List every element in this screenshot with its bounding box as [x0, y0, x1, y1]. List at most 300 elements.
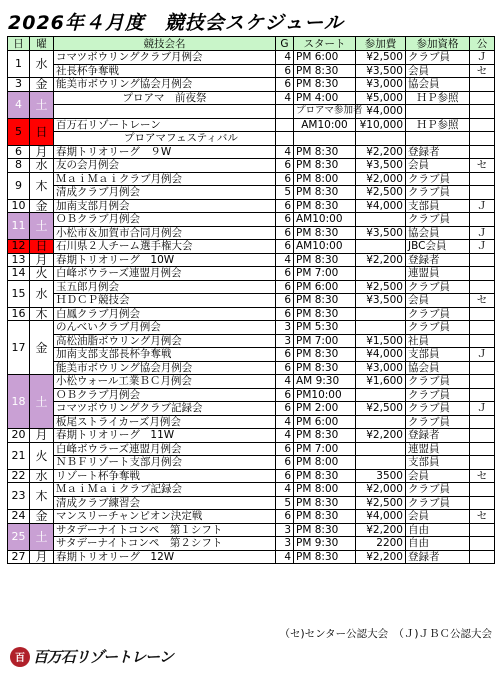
- table-row: [8, 105, 495, 119]
- weekday-cell: 水: [30, 280, 54, 307]
- pub-cell: [470, 429, 495, 443]
- day-cell: 15: [8, 280, 30, 307]
- event-name-cell: ＭａｉＭａｉクラブ記録会: [54, 483, 276, 497]
- event-name-cell: コマツボウリングクラブ月例会: [54, 51, 276, 65]
- fee-cell: [356, 388, 406, 402]
- table-row: [8, 496, 495, 510]
- fee-cell: ¥2,200: [356, 429, 406, 443]
- event-name-cell: 白峰ボウラーズ連盟月例会: [54, 442, 276, 456]
- fee-cell: [356, 267, 406, 281]
- footer-note: （セ)センター公認大会 （Ｊ)ＪＢＣ公認大会: [279, 628, 492, 640]
- start-cell: AM10:00: [294, 240, 356, 254]
- start-cell: PM 8:30: [294, 348, 356, 362]
- fee-cell: ¥3,500: [356, 64, 406, 78]
- event-name-cell: ＯＢクラブ月例会: [54, 213, 276, 227]
- g-cell: 4: [276, 550, 294, 564]
- weekday-cell: 土: [30, 375, 54, 429]
- start-cell: PM 8:30: [294, 510, 356, 524]
- schedule-body: [8, 51, 495, 564]
- g-cell: 6: [276, 510, 294, 524]
- fee-cell: ¥4,000: [356, 105, 406, 119]
- event-name-cell: ＮＢＦリゾート支部月例会: [54, 456, 276, 470]
- g-cell: 6: [276, 442, 294, 456]
- pub-cell: [470, 334, 495, 348]
- fee-cell: ¥2,500: [356, 186, 406, 200]
- qual-cell: 登録者: [406, 253, 470, 267]
- table-row: [8, 240, 495, 254]
- start-cell: PM 8:30: [294, 199, 356, 213]
- day-cell: 14: [8, 267, 30, 281]
- fee-cell: ¥1,600: [356, 375, 406, 389]
- fee-cell: ¥3,000: [356, 78, 406, 92]
- table-row: [8, 537, 495, 551]
- g-cell: 6: [276, 280, 294, 294]
- start-cell: PM 8:30: [294, 361, 356, 375]
- start-cell: PM 8:00: [294, 172, 356, 186]
- g-cell: 6: [276, 213, 294, 227]
- qual-cell: 支部員: [406, 456, 470, 470]
- start-cell: AM10:00: [294, 213, 356, 227]
- header-weekday: 曜: [30, 37, 54, 51]
- table-row: [8, 523, 495, 537]
- event-name-cell: 白鳳クラブ月例会: [54, 307, 276, 321]
- start-cell: PM 7:00: [294, 267, 356, 281]
- day-cell: 3: [8, 78, 30, 92]
- event-name-cell: コマツボウリングクラブ記録会: [54, 402, 276, 416]
- event-name-cell: リゾート杯争奪戦: [54, 469, 276, 483]
- table-row: [8, 294, 495, 308]
- weekday-cell: 火: [30, 267, 54, 281]
- qual-cell: 会員: [406, 64, 470, 78]
- event-name-cell: 白峰ボウラーズ連盟月例会: [54, 267, 276, 281]
- qual-cell: クラブ員: [406, 388, 470, 402]
- day-cell: 11: [8, 213, 30, 240]
- weekday-cell: 土: [30, 213, 54, 240]
- pub-cell: [470, 388, 495, 402]
- event-name-cell: 清成クラブ練習会: [54, 496, 276, 510]
- table-row: [8, 429, 495, 443]
- event-name-cell: ＨＤＣＰ競技会: [54, 294, 276, 308]
- header-qual: 参加資格: [406, 37, 470, 51]
- fee-cell: ¥2,200: [356, 523, 406, 537]
- fee-cell: ¥3,500: [356, 226, 406, 240]
- start-cell: PM 8:30: [294, 186, 356, 200]
- day-cell: 18: [8, 375, 30, 429]
- page-title: 2026年４月度 競技会スケジュール: [8, 12, 344, 34]
- fee-cell: 3500: [356, 469, 406, 483]
- g-cell: 6: [276, 78, 294, 92]
- qual-cell: クラブ員: [406, 307, 470, 321]
- pub-cell: [470, 118, 495, 132]
- table-row: [8, 321, 495, 335]
- table-row: [8, 199, 495, 213]
- table-row: [8, 172, 495, 186]
- qual-cell: クラブ員: [406, 213, 470, 227]
- event-name-cell: 春期トリオリーグ 11W: [54, 429, 276, 443]
- event-name-cell: 小松ウォール工業ＢＣ月例会: [54, 375, 276, 389]
- weekday-cell: 木: [30, 172, 54, 199]
- header-day: 日: [8, 37, 30, 51]
- qual-cell: 登録者: [406, 550, 470, 564]
- g-cell: [276, 118, 294, 132]
- start-cell: PM 8:30: [294, 429, 356, 443]
- qual-cell: 会員: [406, 510, 470, 524]
- pub-cell: Ｊ: [470, 51, 495, 65]
- start-cell: PM 8:30: [294, 159, 356, 173]
- table-row: [8, 510, 495, 524]
- table-row: [8, 334, 495, 348]
- day-cell: 12: [8, 240, 30, 254]
- pub-cell: [470, 267, 495, 281]
- event-name-cell: 加南支部支部長杯争奪戦: [54, 348, 276, 362]
- fee-cell: ¥2,200: [356, 145, 406, 159]
- g-cell: [276, 105, 294, 119]
- g-cell: 6: [276, 348, 294, 362]
- fee-cell: ¥4,000: [356, 348, 406, 362]
- table-row: [8, 186, 495, 200]
- qual-cell: クラブ員: [406, 172, 470, 186]
- header-pub: 公: [470, 37, 495, 51]
- g-cell: 6: [276, 456, 294, 470]
- schedule-table: [7, 36, 495, 564]
- qual-cell: ＨＰ参照: [406, 91, 470, 105]
- fee-cell: ¥2,200: [356, 253, 406, 267]
- day-cell: 10: [8, 199, 30, 213]
- table-row: [8, 118, 495, 132]
- qual-cell: クラブ員: [406, 375, 470, 389]
- weekday-cell: 金: [30, 321, 54, 375]
- table-row: [8, 402, 495, 416]
- start-cell: AM10:00: [294, 118, 356, 132]
- qual-cell: 会員: [406, 294, 470, 308]
- pub-cell: [470, 213, 495, 227]
- fee-cell: ¥5,000: [356, 91, 406, 105]
- pub-cell: [470, 537, 495, 551]
- logo-icon: 百: [10, 647, 30, 667]
- pub-cell: [470, 496, 495, 510]
- start-cell: PM 9:30: [294, 537, 356, 551]
- g-cell: 6: [276, 469, 294, 483]
- table-row: [8, 361, 495, 375]
- start-cell: PM 6:00: [294, 51, 356, 65]
- weekday-cell: 木: [30, 307, 54, 321]
- g-cell: 6: [276, 388, 294, 402]
- pub-cell: [470, 105, 495, 119]
- day-cell: 1: [8, 51, 30, 78]
- table-row: [8, 91, 495, 105]
- start-cell: PM 7:00: [294, 442, 356, 456]
- weekday-cell: 水: [30, 51, 54, 78]
- event-name-cell: のんべいクラブ月例会: [54, 321, 276, 335]
- g-cell: 4: [276, 429, 294, 443]
- pub-cell: Ｊ: [470, 348, 495, 362]
- fee-cell: ¥3,000: [356, 361, 406, 375]
- table-row: [8, 64, 495, 78]
- table-row: [8, 267, 495, 281]
- event-name-cell: 春期トリオリーグ 10W: [54, 253, 276, 267]
- day-cell: 24: [8, 510, 30, 524]
- table-row: [8, 483, 495, 497]
- start-cell: プロアマ参加者: [294, 105, 356, 119]
- weekday-cell: 金: [30, 510, 54, 524]
- weekday-cell: 月: [30, 429, 54, 443]
- qual-cell: クラブ員: [406, 483, 470, 497]
- event-name-cell: 加南支部月例会: [54, 199, 276, 213]
- pub-cell: [470, 442, 495, 456]
- qual-cell: 連盟員: [406, 442, 470, 456]
- qual-cell: クラブ員: [406, 415, 470, 429]
- g-cell: [276, 132, 294, 146]
- qual-cell: 社員: [406, 334, 470, 348]
- start-cell: PM 8:30: [294, 307, 356, 321]
- qual-cell: ＨＰ参照: [406, 118, 470, 132]
- qual-cell: [406, 105, 470, 119]
- day-cell: 27: [8, 550, 30, 564]
- weekday-cell: 水: [30, 159, 54, 173]
- qual-cell: 自由: [406, 523, 470, 537]
- event-name-cell: 高松油脂ボウリング月例会: [54, 334, 276, 348]
- g-cell: 4: [276, 253, 294, 267]
- table-row: [8, 226, 495, 240]
- g-cell: 6: [276, 199, 294, 213]
- pub-cell: セ: [470, 64, 495, 78]
- qual-cell: [406, 132, 470, 146]
- event-name-cell: プロアマフェスティバル: [54, 132, 276, 146]
- fee-cell: ¥2,500: [356, 496, 406, 510]
- qual-cell: クラブ員: [406, 186, 470, 200]
- pub-cell: [470, 145, 495, 159]
- start-cell: PM 8:30: [294, 294, 356, 308]
- header-name: 競技会名: [54, 37, 276, 51]
- qual-cell: クラブ員: [406, 321, 470, 335]
- event-name-cell: 能美市ボウリング協会月例会: [54, 361, 276, 375]
- table-row: [8, 145, 495, 159]
- pub-cell: [470, 186, 495, 200]
- day-cell: 9: [8, 172, 30, 199]
- day-cell: 23: [8, 483, 30, 510]
- start-cell: PM 8:30: [294, 145, 356, 159]
- qual-cell: 会員: [406, 159, 470, 173]
- event-name-cell: 春期トリオリーグ ９W: [54, 145, 276, 159]
- table-row: [8, 253, 495, 267]
- g-cell: 4: [276, 483, 294, 497]
- pub-cell: Ｊ: [470, 199, 495, 213]
- event-name-cell: 友の会月例会: [54, 159, 276, 173]
- header-start: スタート: [294, 37, 356, 51]
- g-cell: 6: [276, 159, 294, 173]
- g-cell: 6: [276, 267, 294, 281]
- day-cell: 4: [8, 91, 30, 118]
- pub-cell: セ: [470, 510, 495, 524]
- qual-cell: クラブ員: [406, 51, 470, 65]
- fee-cell: [356, 456, 406, 470]
- weekday-cell: 日: [30, 118, 54, 145]
- event-name-cell: ＯＢクラブ月例会: [54, 388, 276, 402]
- g-cell: 6: [276, 361, 294, 375]
- g-cell: 3: [276, 523, 294, 537]
- table-row: [8, 456, 495, 470]
- start-cell: PM 2:00: [294, 402, 356, 416]
- pub-cell: [470, 321, 495, 335]
- pub-cell: セ: [470, 159, 495, 173]
- g-cell: 6: [276, 226, 294, 240]
- table-row: [8, 442, 495, 456]
- table-row: [8, 132, 495, 146]
- start-cell: PM 6:00: [294, 280, 356, 294]
- table-row: [8, 78, 495, 92]
- pub-cell: [470, 483, 495, 497]
- event-name-cell: 社長杯争奪戦: [54, 64, 276, 78]
- day-cell: 6: [8, 145, 30, 159]
- pub-cell: Ｊ: [470, 226, 495, 240]
- qual-cell: 連盟員: [406, 267, 470, 281]
- weekday-cell: 金: [30, 199, 54, 213]
- table-row: [8, 307, 495, 321]
- weekday-cell: 月: [30, 145, 54, 159]
- start-cell: PM10:00: [294, 388, 356, 402]
- start-cell: PM 8:30: [294, 226, 356, 240]
- g-cell: 5: [276, 186, 294, 200]
- start-cell: PM 8:30: [294, 496, 356, 510]
- g-cell: 3: [276, 321, 294, 335]
- table-row: [8, 415, 495, 429]
- fee-cell: ¥1,500: [356, 334, 406, 348]
- weekday-cell: 月: [30, 253, 54, 267]
- fee-cell: ¥4,000: [356, 199, 406, 213]
- header-row: [8, 37, 495, 51]
- fee-cell: [356, 415, 406, 429]
- pub-cell: [470, 550, 495, 564]
- g-cell: 6: [276, 402, 294, 416]
- g-cell: 6: [276, 172, 294, 186]
- pub-cell: セ: [470, 469, 495, 483]
- table-row: [8, 550, 495, 564]
- weekday-cell: 月: [30, 550, 54, 564]
- pub-cell: [470, 307, 495, 321]
- g-cell: 4: [276, 415, 294, 429]
- pub-cell: [470, 523, 495, 537]
- pub-cell: [470, 78, 495, 92]
- event-name-cell: 板尾ストライカーズ月例会: [54, 415, 276, 429]
- table-row: [8, 375, 495, 389]
- event-name-cell: 春期トリオリーグ 12W: [54, 550, 276, 564]
- pub-cell: [470, 91, 495, 105]
- table-row: [8, 159, 495, 173]
- start-cell: PM 8:30: [294, 64, 356, 78]
- fee-cell: [356, 240, 406, 254]
- qual-cell: 登録者: [406, 145, 470, 159]
- qual-cell: 会員: [406, 469, 470, 483]
- table-row: [8, 388, 495, 402]
- event-name-cell: 清成クラブ月例会: [54, 186, 276, 200]
- event-name-cell: 能美市ボウリング協会月例会: [54, 78, 276, 92]
- start-cell: AM 9:30: [294, 375, 356, 389]
- pub-cell: [470, 280, 495, 294]
- event-name-cell: 小松市＆加賀市合同月例会: [54, 226, 276, 240]
- event-name-cell: 百万石リゾートレーン: [54, 118, 276, 132]
- start-cell: PM 8:30: [294, 469, 356, 483]
- g-cell: 4: [276, 51, 294, 65]
- table-row: [8, 213, 495, 227]
- qual-cell: 支部員: [406, 348, 470, 362]
- g-cell: 3: [276, 334, 294, 348]
- pub-cell: [470, 375, 495, 389]
- day-cell: 16: [8, 307, 30, 321]
- start-cell: PM 7:00: [294, 334, 356, 348]
- qual-cell: クラブ員: [406, 496, 470, 510]
- fee-cell: [356, 307, 406, 321]
- fee-cell: ¥10,000: [356, 118, 406, 132]
- table-row: [8, 51, 495, 65]
- day-cell: 22: [8, 469, 30, 483]
- start-cell: PM 6:00: [294, 415, 356, 429]
- event-name-cell: 玉五郎月例会: [54, 280, 276, 294]
- pub-cell: [470, 456, 495, 470]
- start-cell: PM 8:00: [294, 456, 356, 470]
- day-cell: 8: [8, 159, 30, 173]
- event-name-cell: プロアマ 前夜祭: [54, 91, 276, 105]
- day-cell: 20: [8, 429, 30, 443]
- qual-cell: 協会員: [406, 226, 470, 240]
- pub-cell: セ: [470, 294, 495, 308]
- fee-cell: ¥2,500: [356, 402, 406, 416]
- weekday-cell: 日: [30, 240, 54, 254]
- g-cell: 6: [276, 240, 294, 254]
- weekday-cell: 金: [30, 78, 54, 92]
- fee-cell: ¥3,500: [356, 294, 406, 308]
- pub-cell: [470, 132, 495, 146]
- day-cell: 13: [8, 253, 30, 267]
- weekday-cell: 木: [30, 483, 54, 510]
- start-cell: PM 5:30: [294, 321, 356, 335]
- fee-cell: ¥4,000: [356, 510, 406, 524]
- qual-cell: 支部員: [406, 199, 470, 213]
- qual-cell: 自由: [406, 537, 470, 551]
- start-cell: PM 8:00: [294, 483, 356, 497]
- g-cell: 5: [276, 496, 294, 510]
- weekday-cell: 土: [30, 523, 54, 550]
- fee-cell: [356, 321, 406, 335]
- qual-cell: 協会員: [406, 78, 470, 92]
- g-cell: 4: [276, 91, 294, 105]
- g-cell: 3: [276, 537, 294, 551]
- start-cell: PM 8:30: [294, 550, 356, 564]
- event-name-cell: [54, 105, 276, 119]
- start-cell: [294, 132, 356, 146]
- event-name-cell: ＭａｉＭａｉクラブ月例会: [54, 172, 276, 186]
- fee-cell: ¥2,000: [356, 483, 406, 497]
- event-name-cell: 石川県２人チーム選手権大会: [54, 240, 276, 254]
- start-cell: PM 4:00: [294, 91, 356, 105]
- pub-cell: [470, 361, 495, 375]
- table-row: [8, 348, 495, 362]
- fee-cell: ¥2,500: [356, 280, 406, 294]
- fee-cell: [356, 132, 406, 146]
- weekday-cell: 火: [30, 442, 54, 469]
- weekday-cell: 水: [30, 469, 54, 483]
- table-row: [8, 469, 495, 483]
- event-name-cell: マンスリーチャンピオン決定戦: [54, 510, 276, 524]
- fee-cell: [356, 442, 406, 456]
- qual-cell: クラブ員: [406, 402, 470, 416]
- brand-logo: [10, 646, 173, 667]
- qual-cell: 登録者: [406, 429, 470, 443]
- pub-cell: [470, 253, 495, 267]
- g-cell: 6: [276, 307, 294, 321]
- pub-cell: [470, 415, 495, 429]
- start-cell: PM 8:30: [294, 78, 356, 92]
- fee-cell: ¥2,000: [356, 172, 406, 186]
